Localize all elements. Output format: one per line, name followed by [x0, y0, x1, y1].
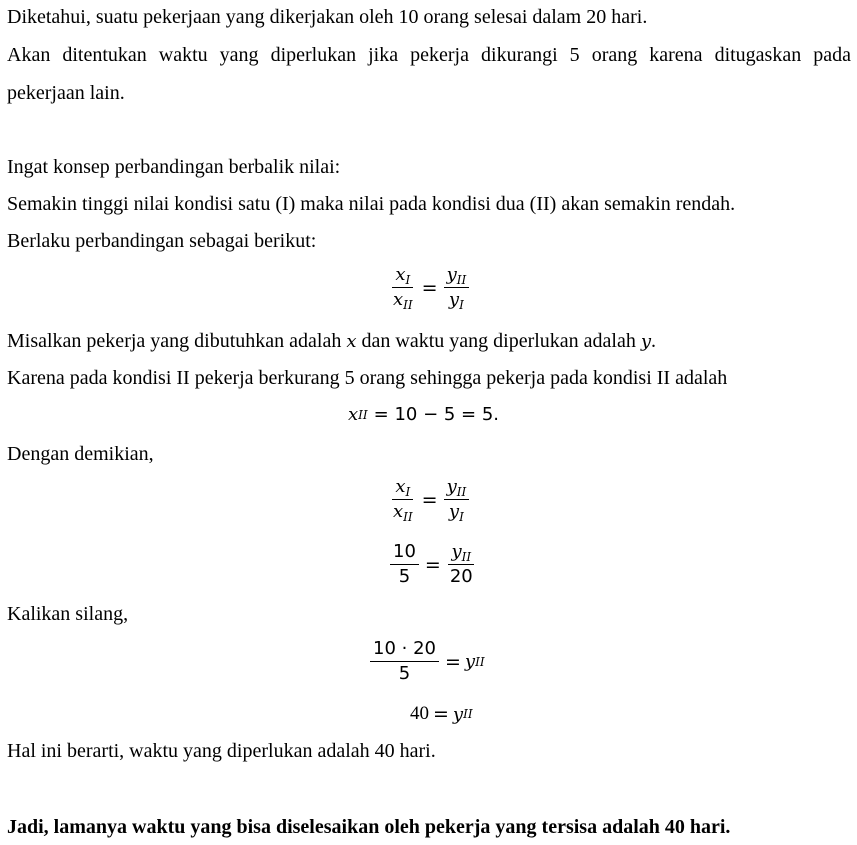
concept-rule: Semakin tinggi nilai kondisi satu (I) maka nilai pada kondisi dua (II) akan semakin rendah.	[7, 193, 736, 215]
meaning-line: Hal ini berarti, waktu yang diperlukan adalah 40 hari.	[7, 740, 436, 762]
formula-result: 40 = y II	[410, 703, 473, 725]
formula-repeat: $\frac{x_I}{x_{II}}$ = $\frac{y_{II}}{y_I}$	[388, 475, 471, 524]
intro-line-3: pekerjaan lain.	[7, 82, 125, 104]
condition-equation: x II = 10 − 5 = 5.	[348, 404, 500, 425]
concept-applies: Berlaku perbandingan sebagai berikut:	[7, 230, 317, 252]
fraction-y: $\frac{y_{II}}{y_I}$	[444, 263, 470, 312]
intro-line-1: Diketahui, suatu pekerjaan yang dikerjakan oleh 10 orang selesai dalam 20 hari.	[7, 6, 648, 28]
therefore-label: Dengan demikian,	[7, 443, 154, 465]
intro-line-2: Akan ditentukan waktu yang diperlukan jika pekerja dikurangi 5 orang karena ditugaskan pada	[7, 44, 851, 66]
assumption-line: Misalkan pekerja yang dibutuhkan adalah x dan waktu yang diperlukan adalah y.	[7, 330, 657, 352]
conclusion-line: Jadi, lamanya waktu yang bisa diselesaikan oleh pekerja yang tersisa adalah 40 hari.	[7, 816, 731, 838]
fraction-x: $\frac{x_I}{x_{II}}$	[393, 264, 413, 312]
concept-heading: Ingat konsep perbandingan berbalik nilai:	[7, 156, 341, 178]
formula-inverse-proportion: $\frac{x_I}{x_{II}}$ = $\frac{y_{II}}{y_I}$	[388, 263, 471, 312]
condition-line: Karena pada kondisi II pekerja berkurang 5 orang sehingga pekerja pada kondisi II adalah	[7, 367, 728, 389]
formula-cross-multiply: $\frac{10 \cdot 20}{5}$ = y II	[368, 637, 485, 686]
formula-substitution: $\frac{10}{5}$ = $\frac{y_{II}}{20}$	[388, 540, 478, 589]
cross-label: Kalikan silang,	[7, 603, 129, 625]
